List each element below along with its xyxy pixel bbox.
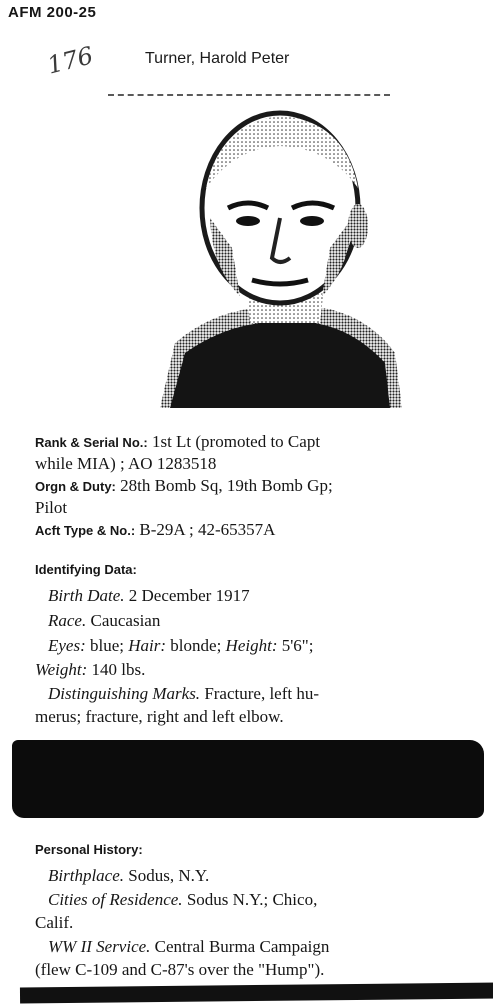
rank-line-1: [35, 432, 320, 453]
cities-value: Sodus N.Y.; Chico,: [186, 890, 318, 909]
personal-heading: Personal History:: [35, 842, 143, 857]
race-line: [48, 611, 160, 631]
portrait-photo: [140, 108, 410, 408]
bottom-redaction-bar: [20, 982, 493, 1003]
cities-line-1: [48, 890, 317, 910]
marks-value: Fracture, left hu-: [204, 684, 320, 703]
rank-line-2: while MIA) ; AO 1283518: [35, 454, 217, 473]
birth-value: 2 December 1917: [128, 586, 250, 605]
rank-value: 1st Lt (promoted to Capt: [151, 432, 321, 451]
birthplace-value: Sodus, N.Y.: [128, 866, 210, 885]
birth-line: [48, 586, 250, 606]
height-label: Height:: [225, 636, 278, 655]
marks-line-2: merus; fracture, right and left elbow.: [35, 707, 284, 726]
rank-label: Rank & Serial No.:: [35, 435, 148, 450]
orgn-line-2: Pilot: [35, 498, 68, 517]
orgn-line-1: [35, 476, 333, 497]
ww2-label: WW II Service.: [48, 937, 151, 956]
weight-value: 140 lbs.: [91, 660, 146, 679]
marks-line-1: [48, 684, 319, 704]
ww2-line-2: (flew C-109 and C-87's over the "Hump").: [35, 960, 325, 979]
hair-value: blonde;: [170, 636, 222, 655]
identifying-heading: Identifying Data:: [35, 562, 137, 577]
acft-label: Acft Type & No.:: [35, 523, 136, 538]
weight-label: Weight:: [35, 660, 88, 679]
form-number: AFM 200-25: [8, 4, 97, 21]
acft-value: B-29A ; 42-65357A: [139, 520, 276, 539]
birth-label: Birth Date.: [48, 586, 125, 605]
race-value: Caucasian: [90, 611, 161, 630]
hair-label: Hair:: [128, 636, 167, 655]
orgn-value: 28th Bomb Sq, 19th Bomb Gp;: [120, 476, 333, 495]
weight-line: [35, 660, 145, 680]
ww2-value: Central Burma Campaign: [154, 937, 330, 956]
eyes-line: [48, 636, 313, 656]
birthplace-label: Birthplace.: [48, 866, 125, 885]
cities-line-2: Calif.: [35, 913, 74, 932]
handwritten-number: 176: [44, 41, 96, 80]
eyes-value: blue;: [90, 636, 125, 655]
person-name: Turner, Harold Peter: [145, 50, 290, 67]
marks-label: Distinguishing Marks.: [48, 684, 201, 703]
cities-label: Cities of Residence.: [48, 890, 183, 909]
divider: [108, 94, 390, 96]
redaction-block: [12, 740, 484, 818]
birthplace-line: [48, 866, 209, 886]
height-value: 5'6";: [281, 636, 314, 655]
acft-line: [35, 520, 275, 541]
race-label: Race.: [48, 611, 87, 630]
eyes-label: Eyes:: [48, 636, 86, 655]
orgn-label: Orgn & Duty:: [35, 479, 116, 494]
ww2-line-1: [48, 937, 329, 957]
